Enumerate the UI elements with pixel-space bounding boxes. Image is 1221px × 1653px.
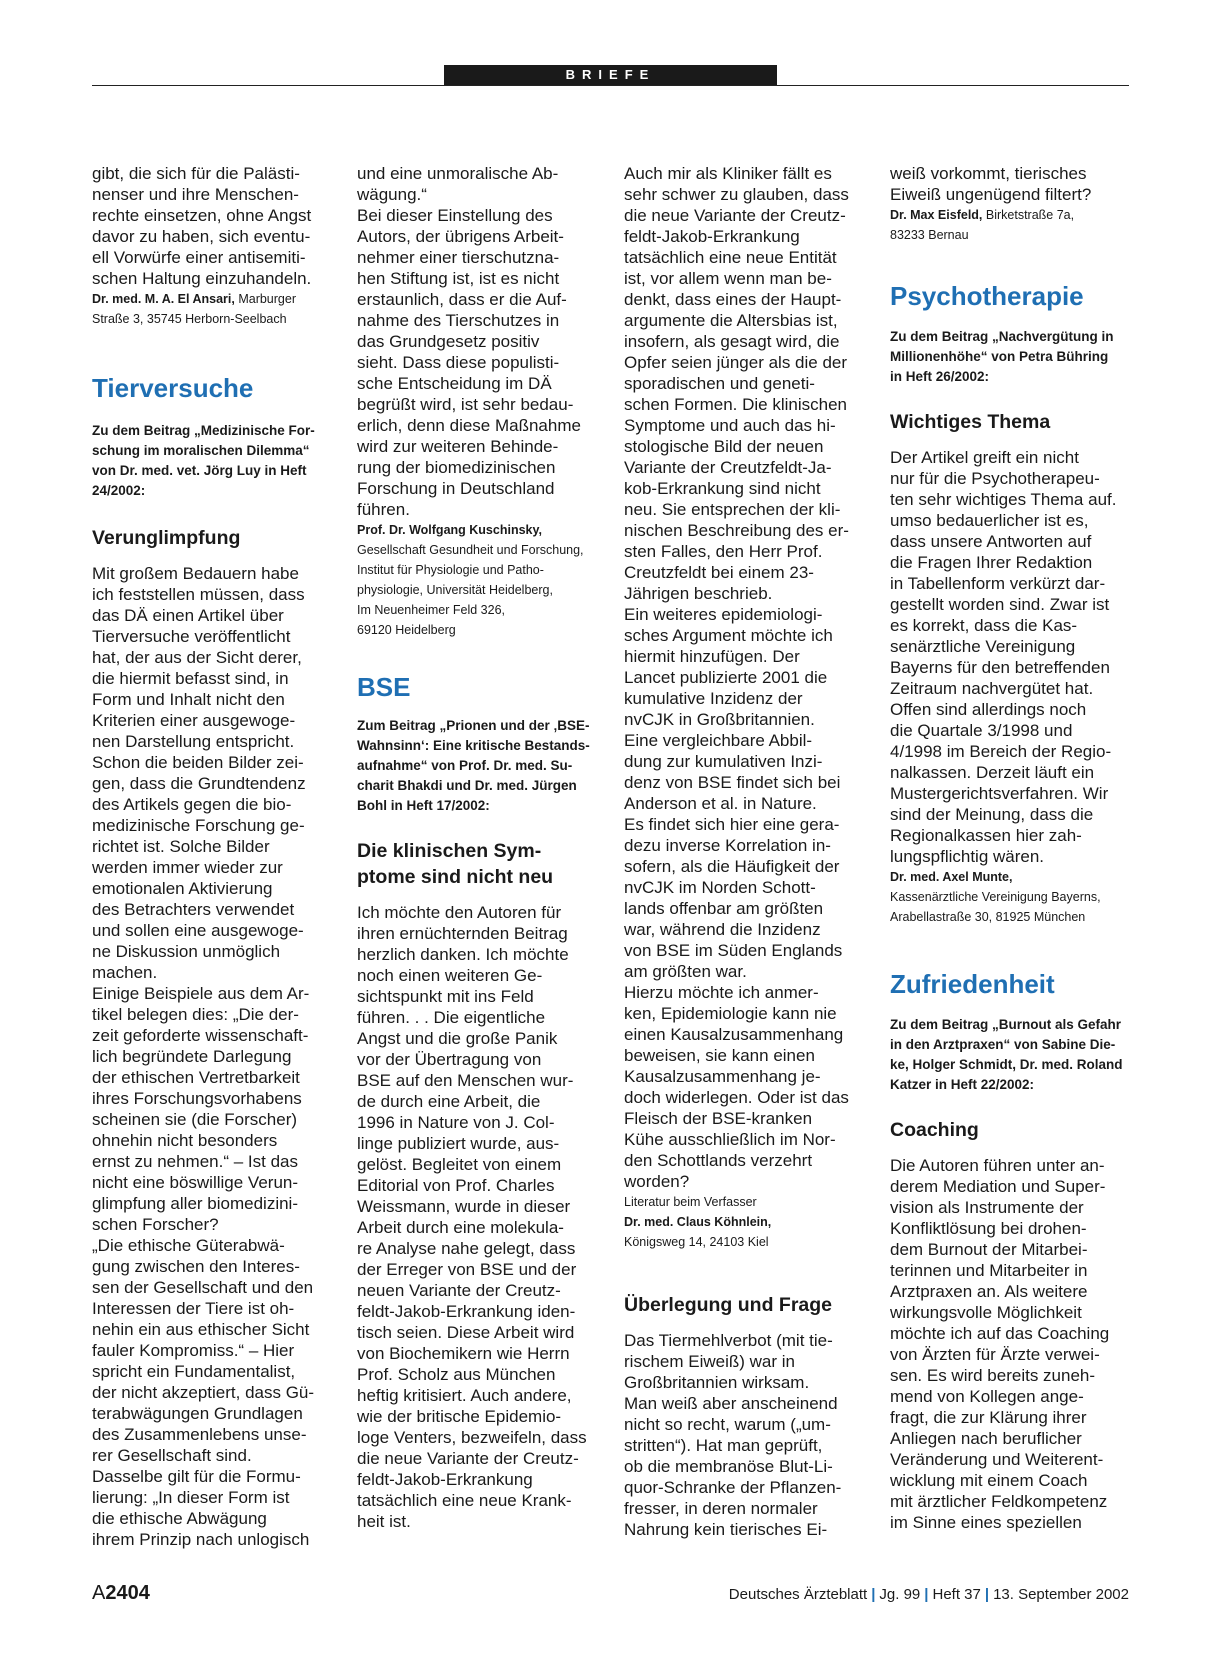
page-number [92, 1582, 150, 1605]
author-address: Kassenärztliche Vereinigung Bayerns, Arabellastraße 30, 81925 München [890, 890, 1101, 924]
author-address: Königsweg 14, 24103 Kiel [624, 1235, 769, 1249]
journal-footer [729, 1586, 1129, 1603]
letter-text: und eine unmoralische Ab- wägung.“ Bei dieser Einstellung des Autors, der übrigens Arbeit- nehmer einer tierschutzna- hen Stiftung ist, ist es nicht erstaunlich, dass er die Auf- nahme des Tierschutzes in das Grundgesetz positiv sieht. Dass diese populisti- sche Entscheidung im DÄ begrüßt wird, ist sehr bedau- erlich, denn diese Maßnahme wird zur weiteren Behinde- rung der biomedizinischen Forschung in Deutschland führen. [357, 164, 581, 519]
journal-name: Deutsches Ärzteblatt [728, 1586, 868, 1603]
letter-title: Verunglimpfung [92, 527, 241, 549]
letter-title: Coaching [890, 1119, 979, 1141]
footer-separator: | [924, 1586, 929, 1603]
letter-title: Die klinischen Sym- ptome sind nicht neu [357, 840, 554, 888]
author-name: Dr. Max Eisfeld, [890, 208, 983, 222]
author-address: Birketstraße 7a, 83233 Bernau [890, 208, 1075, 242]
section-tag: BRIEFE [444, 65, 777, 85]
letter-signature [890, 205, 1130, 245]
page-number-value: 2404 [105, 1582, 150, 1604]
author-address: Marburger Straße 3, 35745 Herborn-Seelbach [92, 292, 296, 326]
column-4 [890, 163, 1130, 1533]
letter-signature [624, 1212, 864, 1252]
page-prefix: A [92, 1582, 106, 1604]
article-reference: Zu dem Beitrag „Medizinische For- schung im moralischen Dilemma“ von Dr. med. vet. Jörg Luy in Heft 24/2002: [92, 423, 315, 498]
article-reference: Zu dem Beitrag „Nachvergütung in Millionenhöhe“ von Petra Bühring in Heft 26/2002: [890, 329, 1114, 384]
letter-signature [890, 867, 1130, 927]
topic-heading: Psychotherapie [890, 281, 1084, 311]
letter-text: Das Tiermehlverbot (mit tie- rischem Eiweiß) war in Großbritannien wirksam. Man weiß aber anscheinend nicht so recht, warum („um- stritten“). Hat man geprüft, ob die membranöse Blut-Li- quor-Schranke der Pflanzen- fresser, in deren normaler Nahrung kein tierisches Ei- [624, 1331, 842, 1539]
letter-text: gibt, die sich für die Palästi- nenser und ihre Menschen- rechte einsetzen, ohne Angst davor zu haben, sich eventu- ell Vorwürfe einer antisemiti- schen Haltung einzuhandeln. [92, 164, 312, 288]
article-reference: Zum Beitrag „Prionen und der ‚BSE- Wahnsinn‘: Eine kritische Bestands- aufnahme“ von Prof. Dr. med. Su- charit Bhakdi und Dr. med. Jürgen Bohl in Heft 17/2002: [357, 718, 590, 813]
letter-text: Der Artikel greift ein nicht nur für die Psychotherapeu- ten sehr wichtiges Thema auf. umso bedauerlicher ist es, dass unsere Antworten auf die Fragen Ihrer Redaktion in Tabellenform verkürzt dar- gestellt worden sind. Zwar ist es korrekt, dass die Kas- senärztliche Vereinigung Bayerns für den betreffenden Zeitraum nachvergütet hat. Offen sind allerdings noch die Quartale 3/1998 und 4/1998 im Bereich der Regio- nalkassen. Derzeit läuft ein Mustergerichtsverfahren. Wir sind der Meinung, dass die Regionalkassen hier zah- lungspflichtig wären. [890, 448, 1117, 866]
letter-title: Überlegung und Frage [624, 1294, 833, 1316]
letter-signature [357, 520, 597, 640]
topic-heading: Tierversuche [92, 373, 254, 403]
letter-title: Wichtiges Thema [890, 411, 1051, 433]
letter-text: Auch mir als Kliniker fällt es sehr schwer zu glauben, dass die neue Variante der Creutz- feldt-Jakob-Erkrankung tatsächlich eine neue Entität ist, vor allem wenn man be- denkt, dass eines der Haupt- argumente die Altersbias ist, insofern, als gesagt wird, die Opfer seien jünger als die der sporadischen und geneti- schen Formen. Die klinischen Symptome und auch das hi- stologische Bild der neuen Variante der Creutzfeldt-Ja- kob-Erkrankung sind nicht neu. Sie entsprechen der kli- nischen Beschreibung des er- sten Falles, den Herr Prof. Creutzfeldt bei einem 23- Jährigen beschrieb. Ein weiteres epidemiologi- sches Argument möchte ich hiermit hinzufügen. Der Lancet publizierte 2001 die kumulative Inzidenz der nvCJK in Großbritannien. Eine vergleichbare Abbil- dung zur kumulativen Inzi- denz von BSE findet sich bei Anderson et al. in Nature. Es findet sich hier eine gera- dezu inverse Korrelation in- sofern, als die Häufigkeit der nvCJK im Norden Schott- lands offenbar am größten war, während die Inzidenz von BSE im Süden Englands am größten war. Hierzu möchte ich anmer- ken, Epidemiologie kann nie einen Kausalzusammenhang beweisen, sie kann einen Kausalzusammenhang je- doch widerlegen. Oder ist das Fleisch der BSE-kranken Kühe ausschließlich im Nor- den Schottlands verzehrt worden? [624, 164, 849, 1191]
column-1 [92, 163, 332, 1550]
letter-text: Die Autoren führen unter an- derem Mediation und Super- vision als Instrumente der Konfliktlösung bei drohen- dem Burnout der Mitarbei- terinnen und Mitarbeiter in Arztpraxen an. Als weitere wirkungsvolle Möglichkeit möchte ich auf das Coaching von Ärzten für Ärzte verwei- sen. Es wird bereits zuneh- mend von Kollegen ange- fragt, die zur Klärung ihrer Anliegen nach beruflicher Veränderung und Weiterent- wicklung mit einem Coach mit ärztlicher Feldkompetenz im Sinne eines speziellen [890, 1156, 1110, 1532]
letter-signature [92, 289, 332, 329]
topic-heading: BSE [357, 672, 411, 702]
letter-text: Mit großem Bedauern habe ich feststellen müssen, dass das DÄ einen Artikel über Tierversuche veröffentlicht hat, der aus der Sicht derer, die hiermit befasst sind, in Form und Inhalt nicht den Kriterien einer ausgewoge- nen Darstellung entspricht. Schon die beiden Bilder zei- gen, dass die Grundtendenz des Artikels gegen die bio- medizinische Forschung ge- richtet ist. Solche Bilder werden immer wieder zur emotionalen Aktivierung des Betrachters verwendet und sollen eine ausgewoge- ne Diskussion unmöglich machen. Einige Beispiele aus dem Ar- tikel belegen dies: „Die der- zeit geforderte wissenschaft- lich begründete Darlegung der ethischen Vertretbarkeit ihres Forschungsvorhabens scheinen sie (die Forscher) ohnehin nicht besonders ernst zu nehmen.“ – Ist das nicht eine böswillige Verun- glimpfung aller biomedizini- schen Forscher? „Die ethische Güterabwä- gung zwischen den Interes- sen der Gesellschaft und den Interessen der Tiere ist oh- nehin ein aus ethischer Sicht fauler Kompromiss.“ – Hier spricht ein Fundamentalist, der nicht akzeptiert, dass Gü- terabwägungen Grundlagen des Zusammenlebens unse- rer Gesellschaft sind. Dasselbe gilt für die Formu- lierung: „In dieser Form ist die ethische Abwägung ihrem Prinzip nach unlogisch [92, 564, 315, 1549]
column-2 [357, 163, 597, 1532]
letter-text: weiß vorkommt, tierisches Eiweiß ungenügend filtert? [890, 164, 1092, 204]
topic-heading: Zufriedenheit [890, 969, 1055, 999]
literature-note: Literatur beim Verfasser [624, 1195, 757, 1209]
author-name: Dr. med. Claus Köhnlein, [624, 1215, 772, 1229]
journal-issue: Heft 37 [932, 1586, 981, 1603]
column-3 [624, 163, 864, 1540]
article-reference: Zu dem Beitrag „Burnout als Gefahr in den Arztpraxen“ von Sabine Die- ke, Holger Schmidt, Dr. med. Roland Katzer in Heft 22/2002: [890, 1017, 1123, 1092]
letter-text: Ich möchte den Autoren für ihren ernüchternden Beitrag herzlich danken. Ich möchte noch einen weiteren Ge- sichtspunkt mit ins Feld führen. . . Die eigentliche Angst und die große Panik vor der Übertragung von BSE auf den Menschen wur- de durch eine Arbeit, die 1996 in Nature von J. Col- linge publiziert wurde, aus- gelöst. Begleitet von einem Editorial von Prof. Charles Weissmann, wurde in dieser Arbeit durch eine molekula- re Analyse nahe gelegt, dass der Erreger von BSE und der neuen Variante der Creutz- feldt-Jakob-Erkrankung iden- tisch seien. Diese Arbeit wird von Biochemikern wie Herrn Prof. Scholz aus München heftig kritisiert. Auch andere, wie der britische Epidemio- loge Venters, bezweifeln, dass die neue Variante der Creutz- feldt-Jakob-Erkrankung tatsächlich eine neue Krank- heit ist. [357, 903, 587, 1531]
footer-separator: | [984, 1586, 990, 1603]
journal-volume: Jg. 99 [879, 1586, 921, 1603]
author-name: Dr. med. M. A. El Ansari, [92, 292, 235, 306]
author-address: Gesellschaft Gesundheit und Forschung, Institut für Physiologie und Patho- physiologie, Universität Heidelberg, Im Neuenheimer Feld 326, 69120 Heidelberg [357, 543, 584, 637]
header-rule [92, 85, 1129, 86]
author-name: Dr. med. Axel Munte, [890, 870, 1013, 884]
footer-separator: | [871, 1586, 876, 1603]
author-name: Prof. Dr. Wolfgang Kuschinsky, [357, 523, 542, 537]
journal-date: 13. September 2002 [993, 1586, 1129, 1603]
